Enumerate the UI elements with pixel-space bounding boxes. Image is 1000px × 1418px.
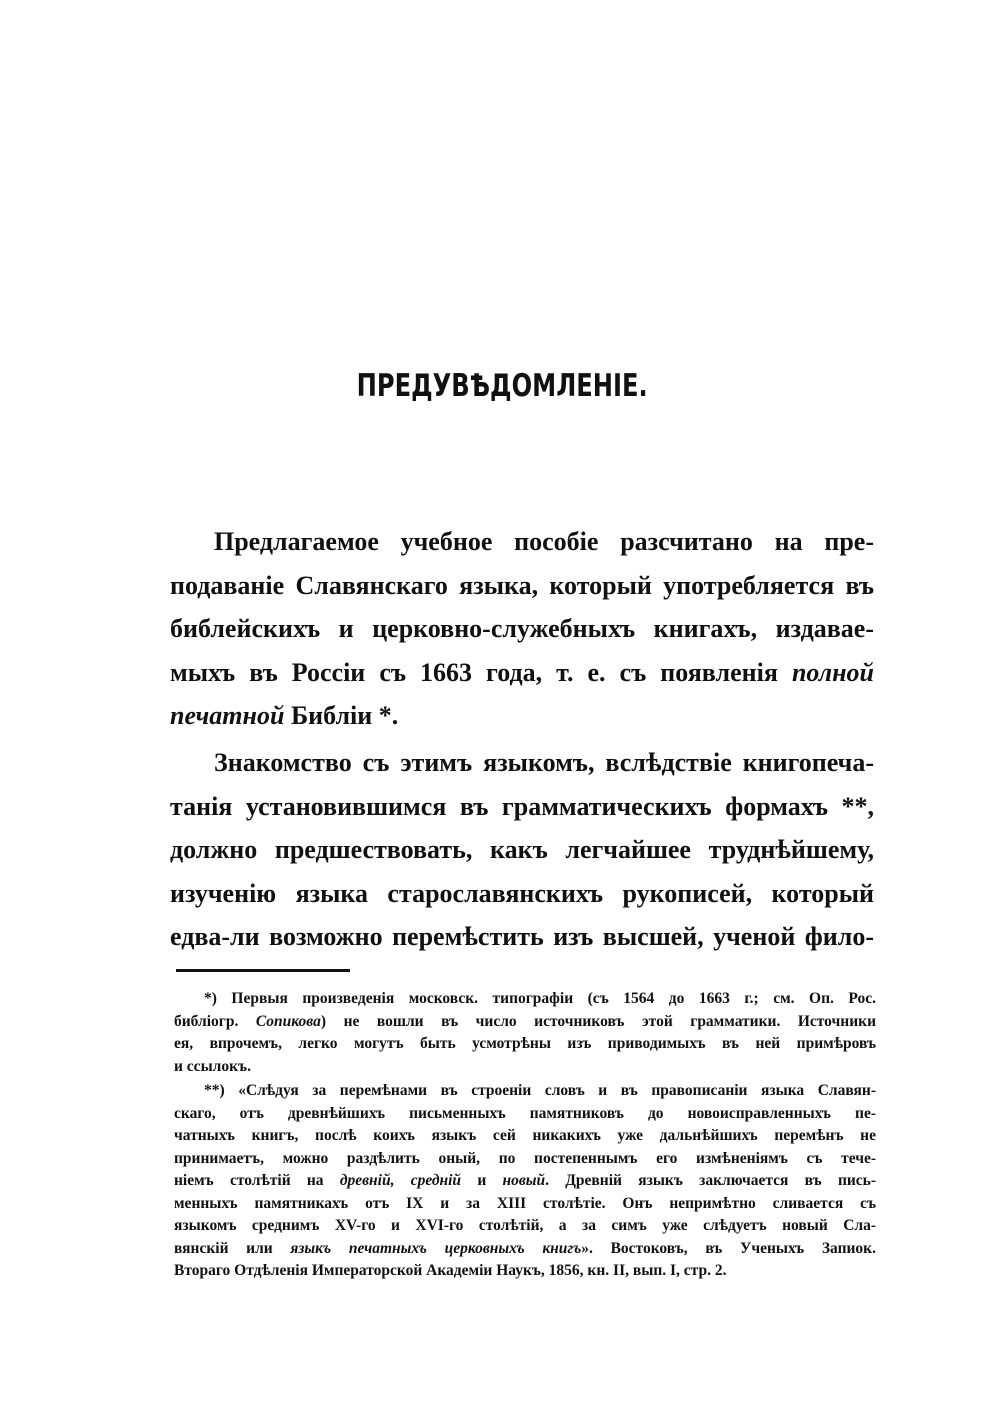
italic-phrase: Сопикова: [255, 1012, 321, 1030]
paragraph-2-line-4: изученію языка старославянскихъ рукописей, который: [170, 878, 874, 908]
footnote-2-line-1: **) «Слѣдуя за перемѣнами въ строеніи словъ и въ правописаніи языка Славян-: [204, 1082, 876, 1099]
footnote-text: ніемъ столѣтій на: [174, 1172, 324, 1189]
page-title: ПРЕДУВѢДОМЛЕНІЕ.: [356, 368, 648, 404]
footnote-1-line-1: *) Первыя произведенія московск. типографіи (съ 1564 до 1663 г.; см. Оп. Рос.: [204, 990, 876, 1007]
footnote-text: библіогр.: [174, 1012, 239, 1030]
footnote-1-line-4: и ссылокъ.: [174, 1057, 251, 1075]
paragraph-1-line-3: библейскихъ и церковно-служебныхъ книгахъ, издавае-: [170, 614, 874, 644]
footnote-1-line-3: ея, впрочемъ, легко могутъ быть усмотрѣны изъ приводимыхъ въ ней примѣровъ: [174, 1035, 876, 1052]
paragraph-1-line-5-text: Библіи *.: [290, 701, 399, 731]
footnote-text: вянскій или: [174, 1239, 273, 1257]
footnote-2-line-3: чатныхъ книгъ, послѣ коихъ языкъ сей никакихъ уже дальнѣйшихъ перемѣнъ не: [174, 1127, 876, 1144]
footnote-2-line-6: менныхъ памятникахъ отъ IX и за XIII столѣтіе. Онъ непримѣтно сливается съ: [174, 1194, 876, 1212]
paragraph-1-line-4: [170, 651, 874, 695]
italic-phrase: полной: [791, 657, 874, 687]
italic-phrase: печатной: [170, 701, 285, 731]
paragraph-1-line-2: подаваніе Славянскаго языка, который употребляется въ: [170, 570, 874, 600]
footnote-text: ». Востоковъ, въ Ученыхъ Запиок.: [581, 1239, 876, 1257]
paragraph-2-line-2: танія установившимся въ грамматическихъ формахъ **,: [170, 791, 874, 821]
paragraph-1-line-5: [170, 694, 874, 738]
footnote-text: . Древній языкъ заключается въ пись-: [545, 1172, 876, 1189]
footnote-2-line-5: [174, 1170, 876, 1193]
italic-phrase: языкъ печатныхъ церковныхъ книгъ: [290, 1239, 582, 1257]
paragraph-2-line-1: Знакомство съ этимъ языкомъ, вслѣдствіе книгопеча-: [214, 747, 874, 777]
italic-phrase: новый: [502, 1172, 546, 1189]
footnote-1-line-2: [174, 1011, 876, 1034]
footnote-separator: [176, 969, 350, 972]
footnote-2-line-8: [174, 1238, 876, 1261]
footnote-2-line-4: принимаетъ, можно раздѣлить оный, по постепеннымъ его измѣненіямъ съ тече-: [174, 1149, 876, 1167]
footnote-text: и: [477, 1172, 487, 1189]
footnote-2-line-7: языкомъ среднимъ XV-го и XVI-го столѣтій, а за симъ уже слѣдуетъ новый Сла-: [174, 1217, 876, 1234]
paragraph-1-line-4-text: мыхъ въ Россіи съ 1663 года, т. е. съ появленія: [170, 657, 778, 687]
paragraph-2-line-5: едва-ли возможно перемѣстить изъ высшей, ученой фило-: [170, 922, 874, 952]
footnote-text: ) не вошли въ число источниковъ этой грамматики. Источники: [320, 1012, 876, 1030]
main-text: [170, 520, 874, 959]
paragraph-2-line-3: должно предшествовать, какъ легчайшее труднѣйшему,: [170, 835, 874, 865]
footnote-2-line-2: скаго, отъ древнѣйшихъ письменныхъ памятниковъ до новоисправленныхъ пе-: [174, 1104, 876, 1122]
paragraph-1-line-1: Предлагаемое учебное пособіе разсчитано на пре-: [214, 527, 874, 556]
footnotes: [174, 988, 876, 1283]
italic-phrase: древній, средній: [339, 1172, 462, 1189]
footnote-2-line-9: Втораго Отдѣленія Императорской Академіи Наукъ, 1856, кн. II, вып. I, стр. 2.: [174, 1262, 727, 1279]
